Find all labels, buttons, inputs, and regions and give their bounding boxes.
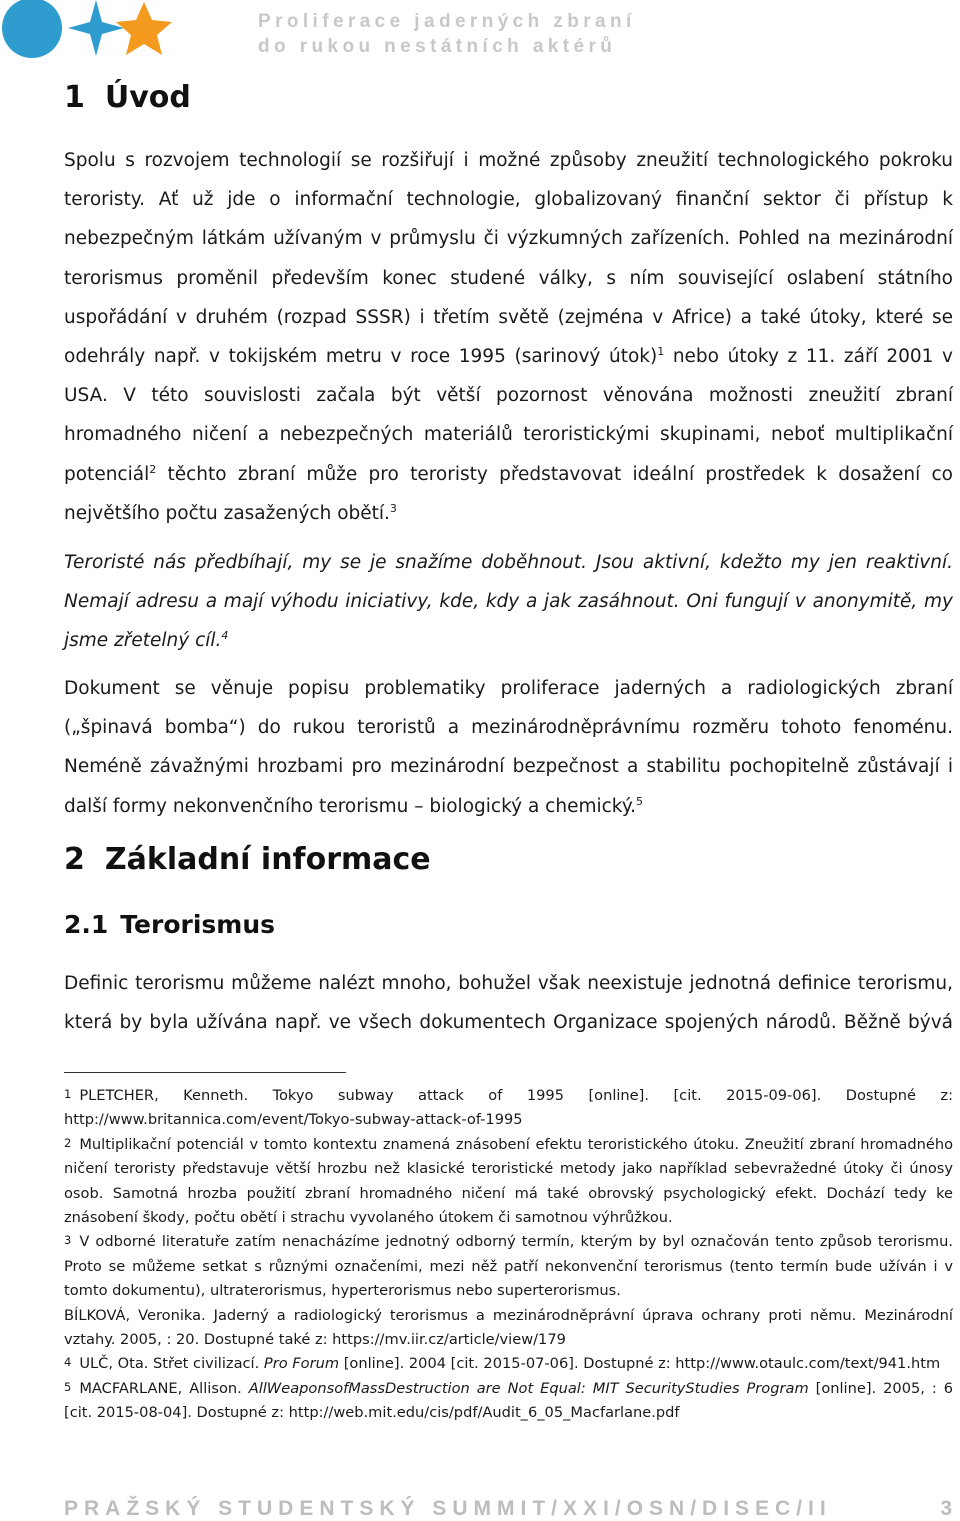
terorismus-paragraph: Definic terorismu můžeme nalézt mnoho, bohužel však neexistuje jednotná definice terorismu, která by byla užívána např. ve všech dokumentech Organizace spojených národů. Běžně bývá: [64, 973, 953, 1034]
footnote-text-tail: [online]. 2004 [cit. 2015-07-06]. Dostupné z: http://www.otaulc.com/text/941.htm: [339, 1355, 941, 1373]
footnote-ref-3[interactable]: 3: [389, 501, 397, 515]
section-heading-zakladni-informace: [64, 842, 431, 877]
footnote-italic-title: Pro Forum: [263, 1355, 340, 1373]
intro-text-part1: Spolu s rozvojem technologií se rozšiřují i možné způsoby zneužití technologického pokroku teroristy. Ať už jde o informační technologie, globalizovaný finanční sektor či přístup k nebezpečným látkám užívaným v průmyslu či výzkumných zařízeních. Pohled na mezinárodní terorismus proměnil především konec studené války, s ním související oslabení státního uspořádání v druhém (rozpad SSSR) i třetím světě (zejména v Africe) a také útoky, které se odehrály např. v tokijském metru v roce 1995 (sarinový útok): [64, 150, 953, 368]
subsection-title: Terorismus: [120, 910, 275, 939]
section-number: 1: [64, 80, 85, 115]
footnote-text: BÍLKOVÁ, Veronika. Jaderný a radiologický terorismus a mezinárodněprávní úprava ochrany proti němu. Mezinárodní vztahy. 2005, : 20. Dostupné také z: https://mv.iir.cz/article/view/179: [64, 1306, 953, 1349]
footnotes: [64, 1084, 953, 1426]
footnote-number: 1: [64, 1087, 72, 1101]
footnote-number: 3: [64, 1233, 72, 1248]
footnote-2: [64, 1133, 953, 1231]
footnote-number: 2: [64, 1135, 72, 1150]
footer-text: PRAŽSKÝ STUDENTSKÝ SUMMIT/XXI/OSN/DISEC/II: [64, 1497, 832, 1520]
footnote-4: [64, 1352, 953, 1376]
footnote-ref-5[interactable]: 5: [636, 794, 644, 808]
footnote-text: V odborné literatuře zatím nenacházíme jednotný odborný termín, kterým by byl označován tento způsob terorismu. Proto se můžeme setkat s různými označeními, mezi něž patří nekonvenční terorismus (tento termín bude užíván i v tomto dokumentu), ultraterorismus, hyperterorismus nebo superterorismus.: [64, 1233, 953, 1300]
intro-text-part2: nebo útoky z 11. září 2001 v USA. V této souvislosti začala být větší pozornost věnována možnosti zneužití zbraní hromadného ničení a nebezpečných materiálů teroristickými skupinami, neboť multiplikační potenciál: [64, 346, 953, 485]
footnote-ref-2[interactable]: 2: [149, 462, 157, 476]
footnote-text-tail: [online]. 2005, : 6 [cit. 2015-08-04]. Dostupné z: http://web.mit.edu/cis/pdf/Audit_6_05_Macfarlane.pdf: [64, 1379, 954, 1422]
section-title: Základní informace: [104, 842, 431, 877]
footnote-text: MACFARLANE, Allison.: [79, 1379, 249, 1397]
footnote-italic-title: AllWeaponsofMassDestruction are Not Equal: MIT SecurityStudies Program: [248, 1379, 809, 1397]
page-footer: [64, 1497, 952, 1521]
summit-logo: [0, 0, 180, 62]
document-header-title: [258, 9, 698, 59]
intro-text-part3: těchto zbraní může pro teroristy představovat ideální prostředek k dosažení co největšího počtu zasažených obětí.: [64, 463, 953, 524]
footnote-5: [64, 1377, 953, 1426]
footnote-1: [64, 1084, 953, 1133]
subsection-number: 2.1: [64, 910, 109, 939]
subsection-heading-terorismus: [64, 910, 275, 939]
footnote-number: 5: [64, 1379, 72, 1394]
footnote-ref-1[interactable]: 1: [657, 344, 665, 358]
scope-paragraph: [64, 669, 953, 826]
header-title-line1: Proliferace jaderných zbraní: [258, 11, 636, 32]
footnote-ref-4[interactable]: 4: [221, 629, 229, 643]
quote-text: Teroristé nás předbíhají, my se je snažíme doběhnout. Jsou aktivní, kdežto my jen reaktivní. Nemají adresu a mají výhodu iniciativy, kde, kdy a jak zasáhnout. Oni fungují v anonymitě, my jsme zřetelný cíl.: [64, 552, 953, 652]
section-number: 2: [64, 842, 85, 877]
footnote-3: [64, 1230, 953, 1303]
section-title: Úvod: [104, 80, 191, 115]
scope-text: Dokument se věnuje popisu problematiky proliferace jaderných a radiologických zbraní („špinavá bomba“) do rukou teroristů a mezinárodněprávnímu rozměru tohoto fenoménu. Neméně závažnými hrozbami pro mezinárodní bezpečnost a stabilitu pochopitelně zůstávají i další formy nekonvenčního terorismu – biologický a chemický.: [64, 678, 953, 817]
logo-star-orange: [116, 2, 172, 55]
logo-circle: [2, 0, 62, 58]
header-title-line2: do rukou nestátních aktérů: [258, 36, 617, 57]
quote-paragraph: [64, 543, 953, 661]
logo-star-blue: [68, 0, 124, 56]
page-number: 3: [940, 1497, 952, 1520]
section-heading-uvod: [64, 80, 191, 115]
intro-paragraph: [64, 141, 953, 533]
footnote-text: PLETCHER, Kenneth. Tokyo subway attack of 1995 [online]. [cit. 2015-09-06]. Dostupné z: http://www.britannica.com/event/Tokyo-subway-attack-of-1995: [64, 1087, 953, 1129]
footnote-3-citation: [64, 1304, 953, 1353]
footnote-text: Multiplikační potenciál v tomto kontextu znamená znásobení efektu teroristického útoku. Zneužití zbraní hromadného ničení teroristy představuje větší hrozbu než klasické teroristické metody jako například sebevražedné útoky či únosy osob. Samotná hrozba použití zbraní hromadného ničení má také obrovský psychologický efekt. Dochází tedy ke znásobení škody, počtu obětí i strachu vyvolaného útokem či samotnou výhrůžkou.: [64, 1135, 953, 1227]
footnote-text: ULČ, Ota. Střet civilizací.: [79, 1355, 264, 1373]
footnote-separator: [64, 1072, 346, 1073]
footnote-number: 4: [64, 1355, 72, 1370]
